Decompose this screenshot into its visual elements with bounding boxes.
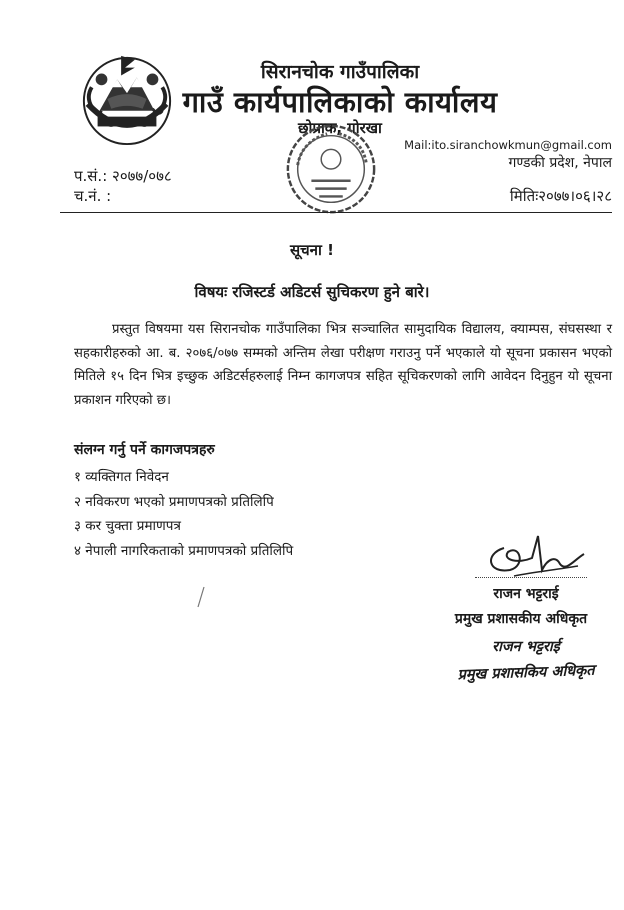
office-email: Mail:ito.siranchowkmun@gmail.com	[404, 138, 612, 152]
notice-subject: विषयः रजिस्टर्ड अडिटर्स सुचिकरण हुने बारे।	[194, 283, 430, 301]
signatory-designation: प्रमुख प्रशासकीय अधिकृत	[454, 611, 588, 627]
attachments-list	[74, 465, 293, 563]
municipality-name: सिरानचोक गाउँपालिका	[260, 61, 420, 83]
attachments-heading: संलग्न गर्नु पर्ने कागजपत्रहरु	[74, 442, 215, 458]
stamp-signatory-designation: प्रमुख प्रशासकिय अधिकृत	[457, 662, 595, 684]
stamp-signatory-name: राजन भट्टराई	[492, 639, 560, 655]
signatory-name: राजन भट्टराई	[493, 586, 559, 602]
province-address: गण्डकी प्रदेश, नेपाल	[508, 155, 612, 171]
list-item: १ व्यक्तिगत निवेदन	[74, 469, 169, 485]
dispatch-number: च.नं. :	[74, 187, 112, 205]
list-item: ४ नेपाली नागरिकताको प्रमाणपत्रको प्रतिलिपि	[74, 542, 294, 559]
stray-mark	[196, 586, 206, 608]
notice-body: प्रस्तुत विषयमा यस सिरानचोक गाउँपालिका भित्र सञ्चालित सामुदायिक विद्यालय, क्याम्पस, संघसस्था र सहकारीहरुको आ. ब. २०७६/०७७ सम्मको अन्तिम लेखा परीक्षण गराउनु पर्ने भएकाले यो सूचना प्रकासन भएको मितिले १५ दिन भित्र इच्छुक अडिटर्सहरुलाई निम्न कागजपत्र सहित सूचिकरणको लागि आवेदन दिनुहुन यो सूचना प्रकाशन गरिएको छ।	[74, 322, 612, 408]
office-location: छोप्राक, गोरखा	[298, 119, 382, 137]
office-name: गाउँ कार्यपालिकाको कार्यालय	[182, 85, 498, 119]
header-divider	[60, 212, 612, 213]
letter-number: प.सं.: २०७७/०७८	[74, 167, 172, 185]
office-stamp-icon	[282, 120, 380, 218]
signature-icon	[474, 530, 594, 582]
signature-line	[475, 577, 587, 578]
notice-title: सूचना !	[290, 241, 334, 259]
list-item: ३ कर चुक्ता प्रमाणपत्र	[74, 518, 181, 534]
list-item: २ नविकरण भएको प्रमाणपत्रको प्रतिलिपि	[74, 493, 274, 510]
letter-date: मितिः२०७७।०६।२८	[509, 187, 612, 205]
